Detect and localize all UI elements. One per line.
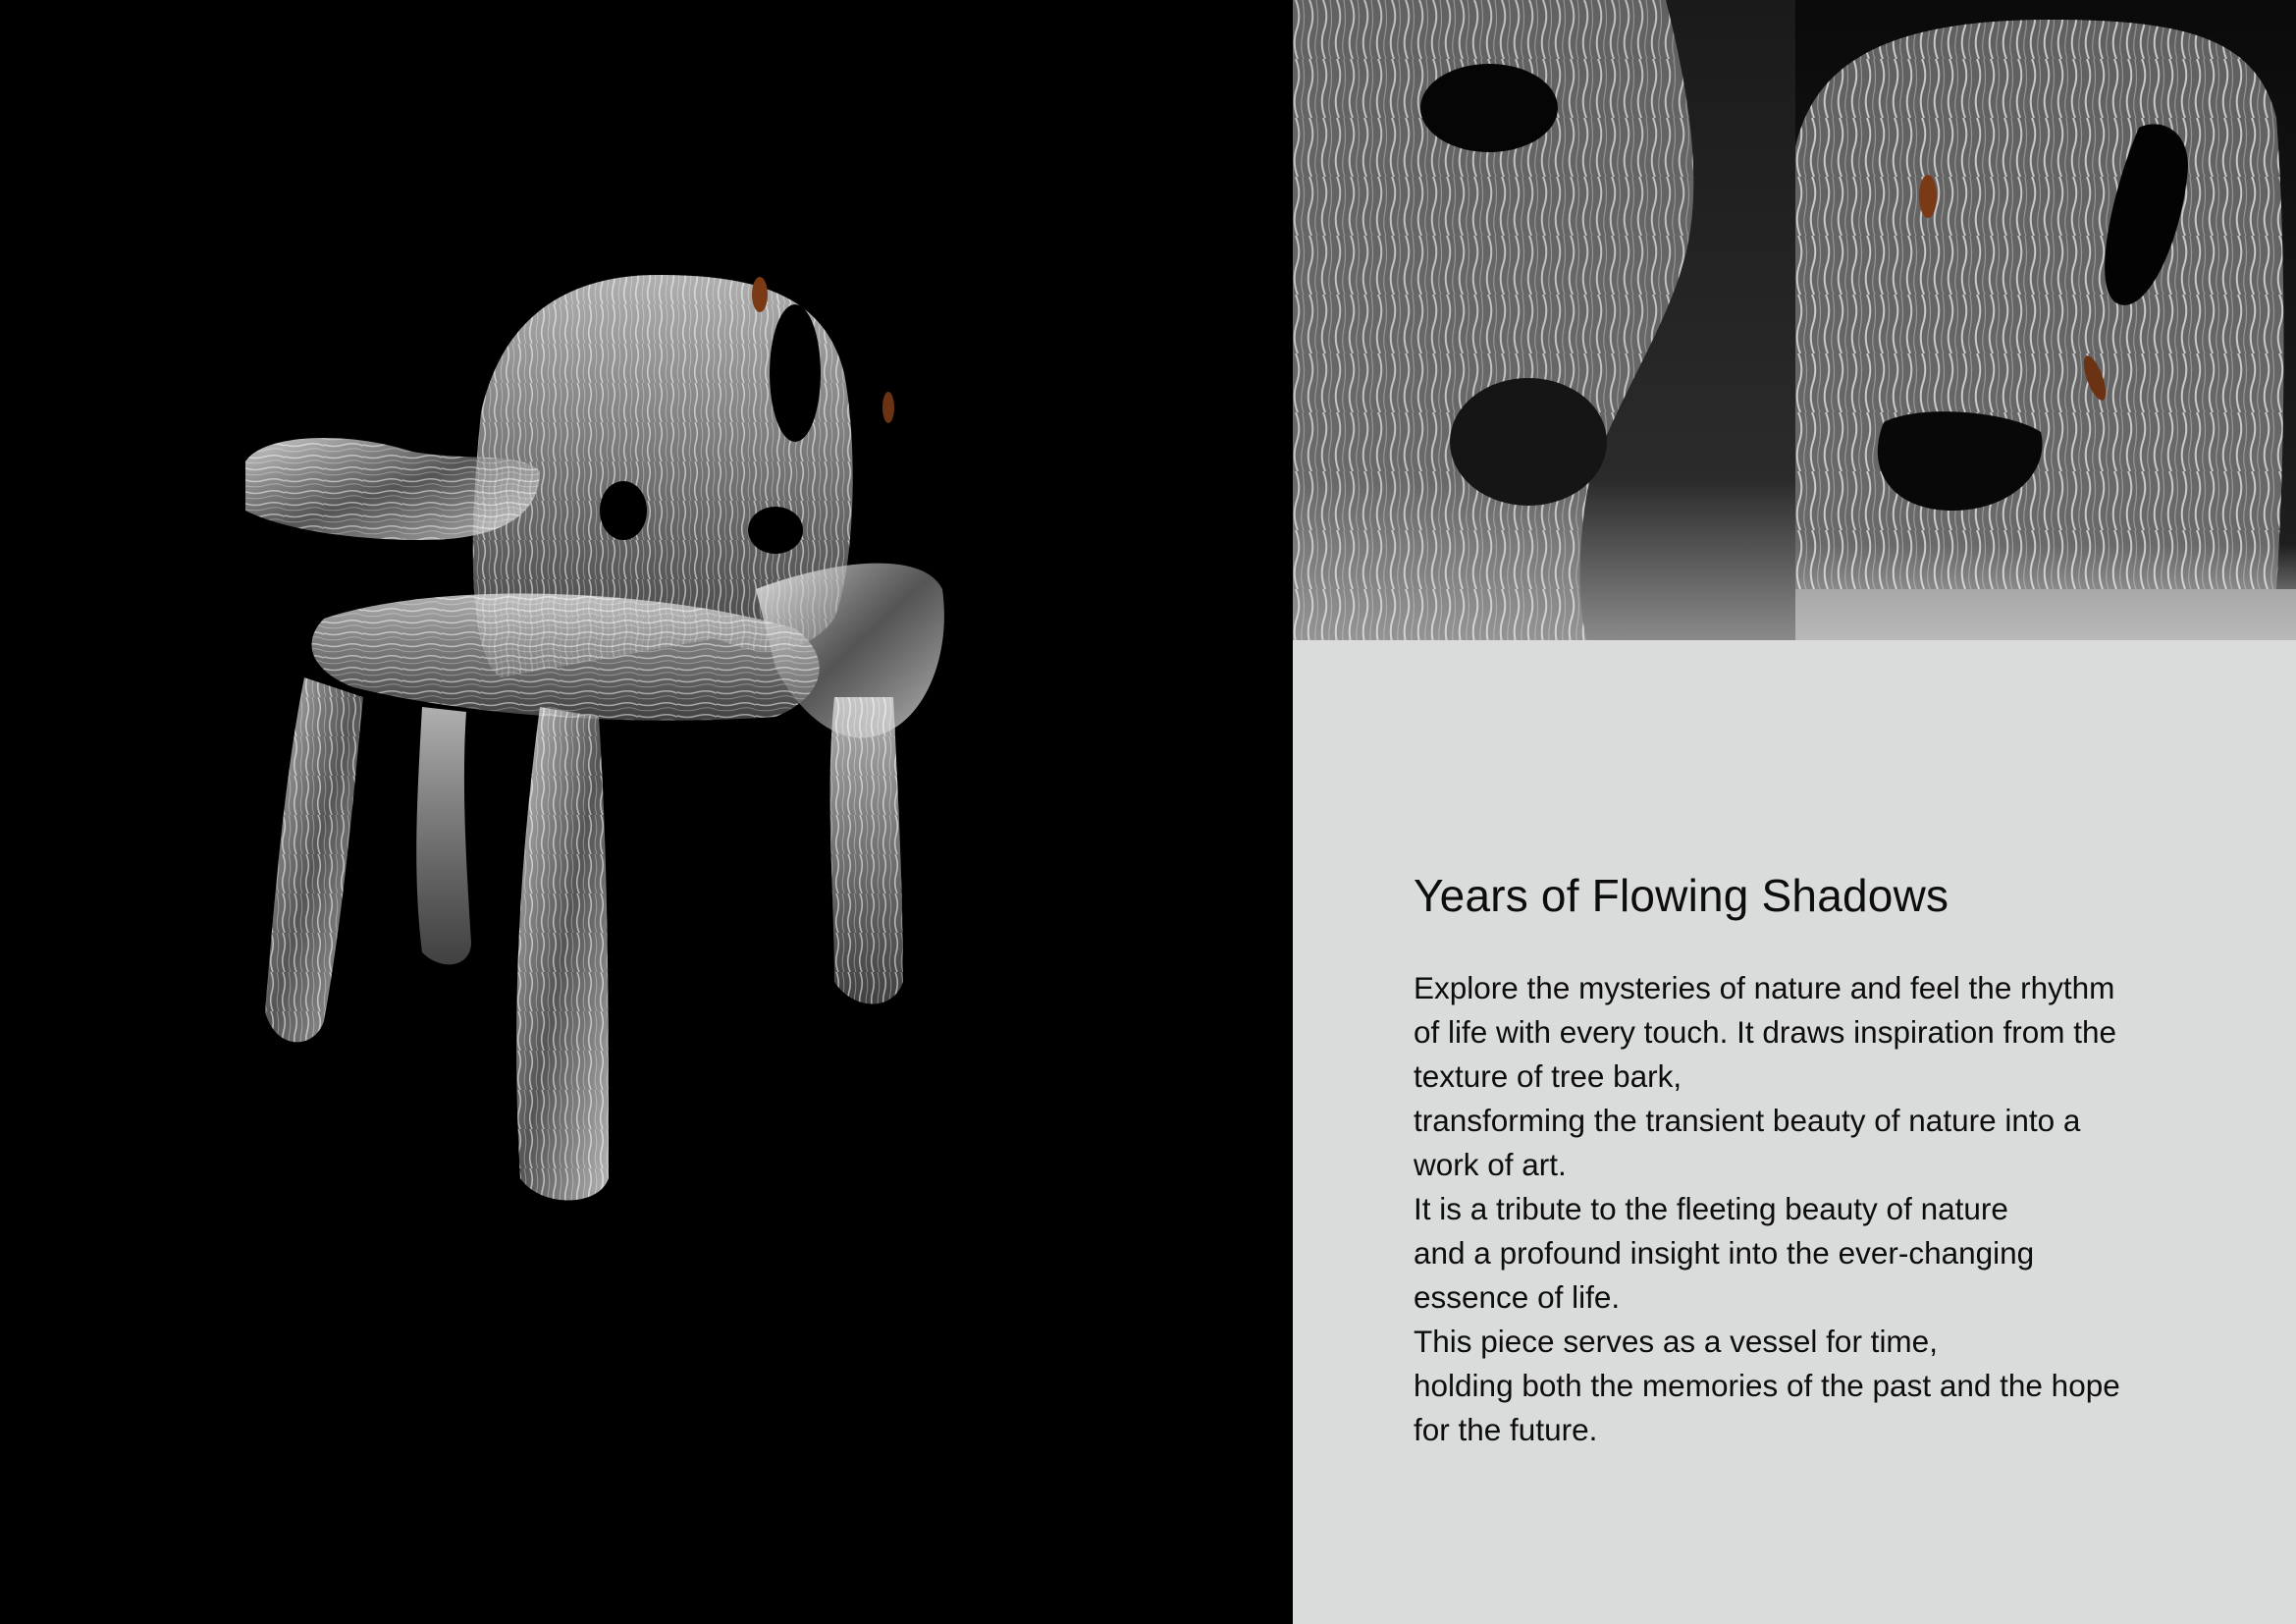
description-line: Explore the mysteries of nature and feel the rhythm [1414, 970, 2115, 1006]
description-line: and a profound insight into the ever-changing [1414, 1235, 2035, 1272]
description-line: holding both the memories of the past and the hope [1414, 1368, 2120, 1404]
artwork-description [1414, 966, 2199, 1452]
description-line: transforming the transient beauty of nature into a [1414, 1103, 2081, 1139]
description-line: It is a tribute to the fleeting beauty of nature [1414, 1191, 2008, 1227]
description-line: essence of life. [1414, 1279, 1621, 1316]
acrylic-chair-photo [245, 265, 1031, 1404]
description-line: This piece serves as a vessel for time, [1414, 1324, 1938, 1360]
description-line: for the future. [1414, 1412, 1598, 1448]
description-block [1414, 869, 2199, 1452]
description-line: texture of tree bark, [1414, 1058, 1682, 1095]
description-line: of life with every touch. It draws inspiration from the [1414, 1014, 2117, 1051]
chair-detail-photo-back [1795, 0, 2296, 640]
chair-detail-photo-side [1293, 0, 1795, 640]
artwork-title: Years of Flowing Shadows [1414, 870, 1949, 921]
description-line: work of art. [1414, 1147, 1567, 1183]
